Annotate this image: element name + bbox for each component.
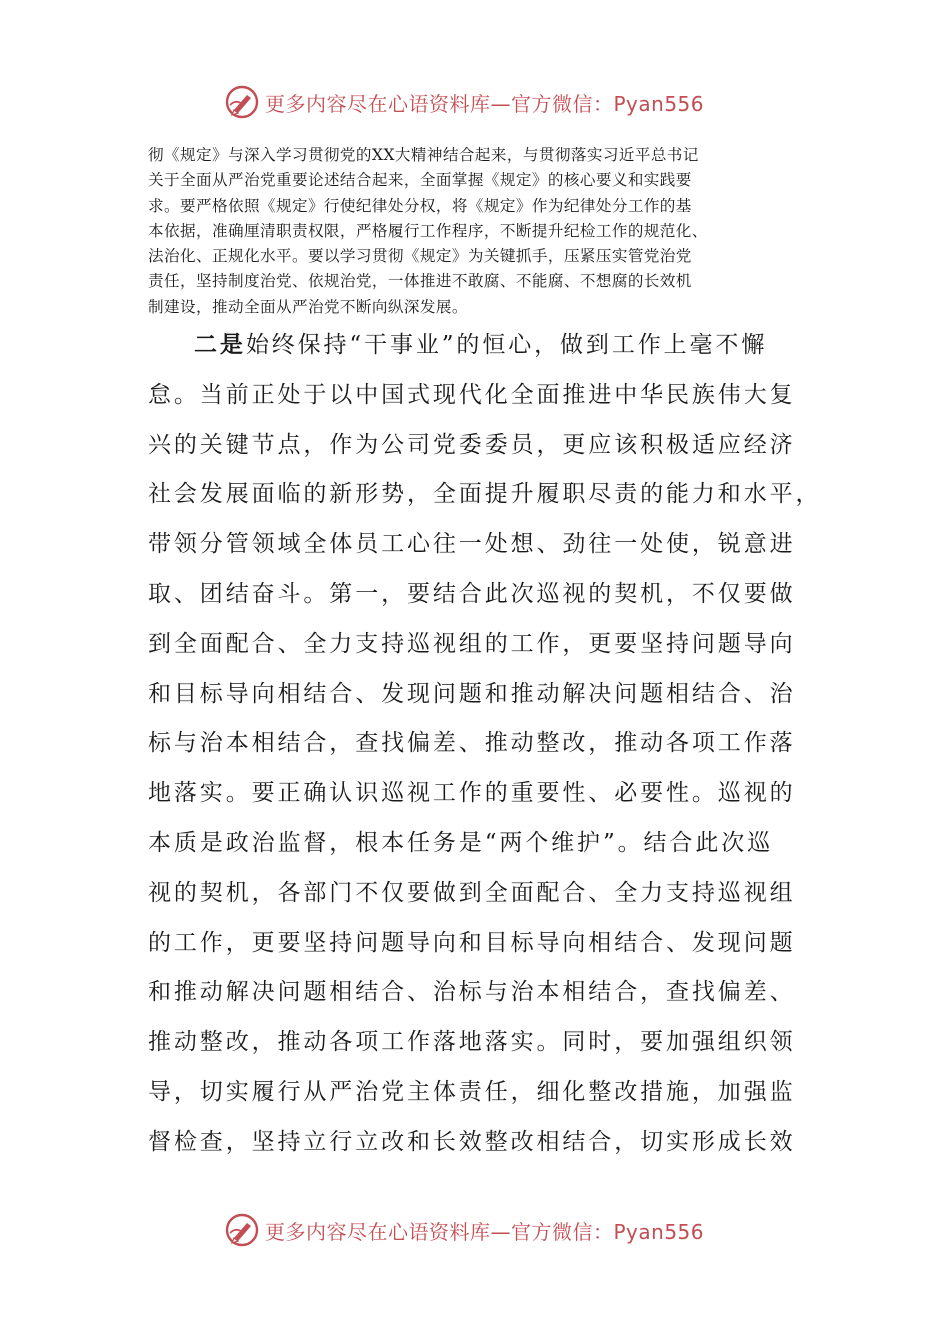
header-banner [225,82,745,122]
header-banner-text: 更多内容尽在心语资料库—官方微信：Pyan556 [265,91,705,116]
paragraph-1-line: 责任，坚持制度治党、依规治党，一体推进不敢腐、不能腐、不想腐的长效机 [148,272,692,291]
paragraph-2-line: 推动整改，推动各项工作落地落实。同时，要加强组织领 [148,1029,796,1056]
paragraph-2-first-line [148,320,818,371]
paragraph-2-line: 地落实。要正确认识巡视工作的重要性、必要性。巡视的 [148,780,796,807]
paragraph-2-line: 的工作，更要坚持问题导向和目标导向相结合、发现问题 [148,929,796,956]
paragraph-2-line: 带领分管领域全体员工心往一处想、劲往一处使，锐意进 [148,531,796,558]
paragraph-2-line: 取、团结奋斗。第一，要结合此次巡视的契机，不仅要做 [148,580,796,607]
paragraph-1-line: 彻《规定》与深入学习贯彻党的XX大精神结合起来，与贯彻落实习近平总书记 [148,146,699,164]
paragraph-2-line: 社会发展面临的新形势，全面提升履职尽责的能力和水平， [148,481,822,508]
paragraph-1-line: 法治化、正规化水平。要以学习贯彻《规定》为关键抓手，压紧压实管党治党 [148,247,692,266]
paragraph-2-line: 标与治本相结合，查找偏差、推动整改，推动各项工作落 [148,730,796,757]
pen-logo-icon [225,1213,259,1247]
paragraph-2-line: 兴的关键节点，作为公司党委委员，更应该积极适应经济 [148,431,796,458]
paragraph-2-line: 本质是政治监督，根本任务是“两个维护”。结合此次巡 [148,829,774,856]
paragraph-2 [148,320,822,1168]
footer-banner [225,1210,745,1250]
paragraph-2-line: 督检查，坚持立行立改和长效整改相结合，切实形成长效 [148,1128,796,1155]
paragraph-2-line: 和推动解决问题相结合、治标与治本相结合，查找偏差、 [148,979,796,1006]
paragraph-2-line: 视的契机，各部门不仅要做到全面配合、全力支持巡视组 [148,879,796,906]
paragraph-2-line: 怠。当前正处于以中国式现代化全面推进中华民族伟大复 [148,381,796,408]
paragraph-2-line: 和目标导向相结合、发现问题和推动解决问题相结合、治 [148,680,796,707]
paragraph-1 [148,143,808,320]
paragraph-2-line: 导，切实履行从严治党主体责任，细化整改措施，加强监 [148,1078,796,1105]
paragraph-2-first-line-text: 始终保持“干事业”的恒心，做到工作上毫不懈 [245,332,768,358]
pen-logo-icon [225,85,259,119]
paragraph-2-lead: 二是 [194,331,246,358]
paragraph-1-line: 制建设，推动全面从严治党不断向纵深发展。 [148,297,468,316]
paragraph-2-line: 到全面配合、全力支持巡视组的工作，更要坚持问题导向 [148,630,796,657]
footer-banner-text: 更多内容尽在心语资料库—官方微信：Pyan556 [265,1219,705,1244]
paragraph-1-line: 求。要严格依照《规定》行使纪律处分权，将《规定》作为纪律处分工作的基 [148,196,692,215]
paragraph-1-line: 本依据，准确厘清职责权限，严格履行工作程序，不断提升纪检工作的规范化、 [148,221,708,240]
paragraph-1-line: 关于全面从严治党重要论述结合起来，全面掌握《规定》的核心要义和实践要 [148,171,692,190]
